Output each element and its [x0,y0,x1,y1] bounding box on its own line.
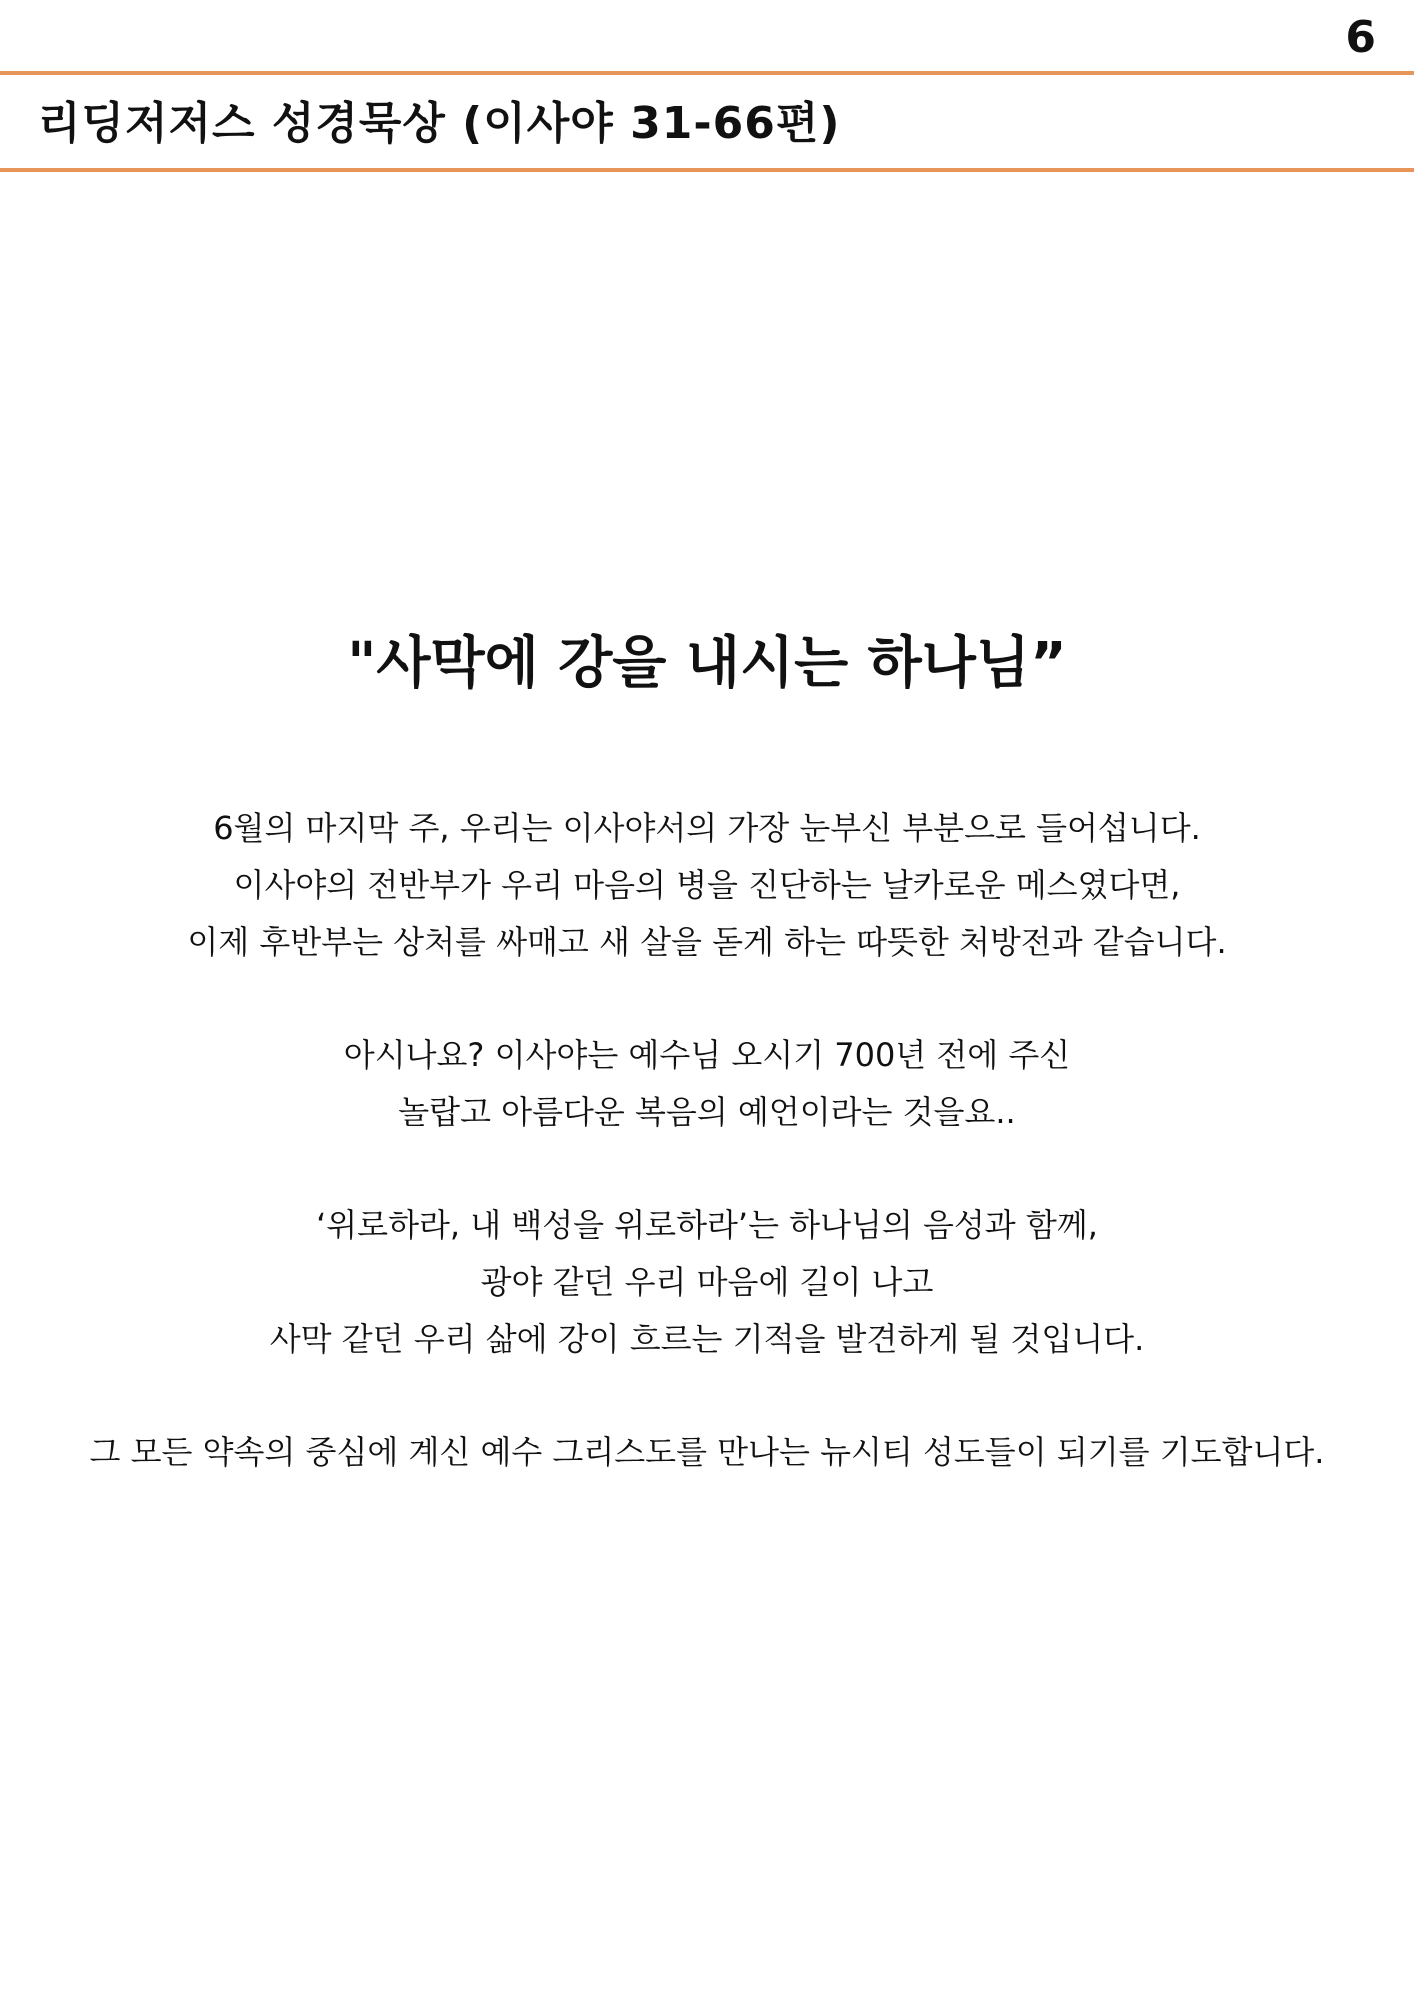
text-line: ‘위로하라, 내 백성을 위로하라’는 하나님의 음성과 함께, [316,1206,1098,1244]
header-rule-top [0,71,1414,75]
text-line: 놀랍고 아름다운 복음의 예언이라는 것을요.. [398,1093,1016,1131]
text-line: 사막 같던 우리 삶에 강이 흐르는 기적을 발견하게 될 것입니다. [269,1320,1145,1358]
paragraph-intro [40,800,1374,971]
body-text [40,800,1374,1537]
header-rule-bottom [0,168,1414,172]
page-number: 6 [1345,12,1376,63]
text-line: 광야 같던 우리 마음에 길이 나고 [480,1263,934,1301]
text-line: 이사야의 전반부가 우리 마음의 병을 진단하는 날카로운 메스였다면, [233,866,1181,904]
text-line: 6월의 마지막 주, 우리는 이사야서의 가장 눈부신 부분으로 들어섭니다. [213,809,1201,847]
header-title: 리딩저저스 성경묵상 (이사야 31-66편) [38,98,841,149]
paragraph-comfort [40,1197,1374,1368]
text-line: 그 모든 약속의 중심에 계신 예수 그리스도를 만나는 뉴시티 성도들이 되기를 기도합니다. [89,1433,1325,1471]
paragraph-prayer [40,1424,1374,1481]
text-line: 아시나요? 이사야는 예수님 오시기 700년 전에 주신 [343,1036,1071,1074]
text-line: 이제 후반부는 상처를 싸매고 새 살을 돋게 하는 따뜻한 처방전과 같습니다. [187,923,1227,961]
main-title: "사막에 강을 내시는 하나님” [347,631,1067,696]
paragraph-prophecy [40,1027,1374,1141]
